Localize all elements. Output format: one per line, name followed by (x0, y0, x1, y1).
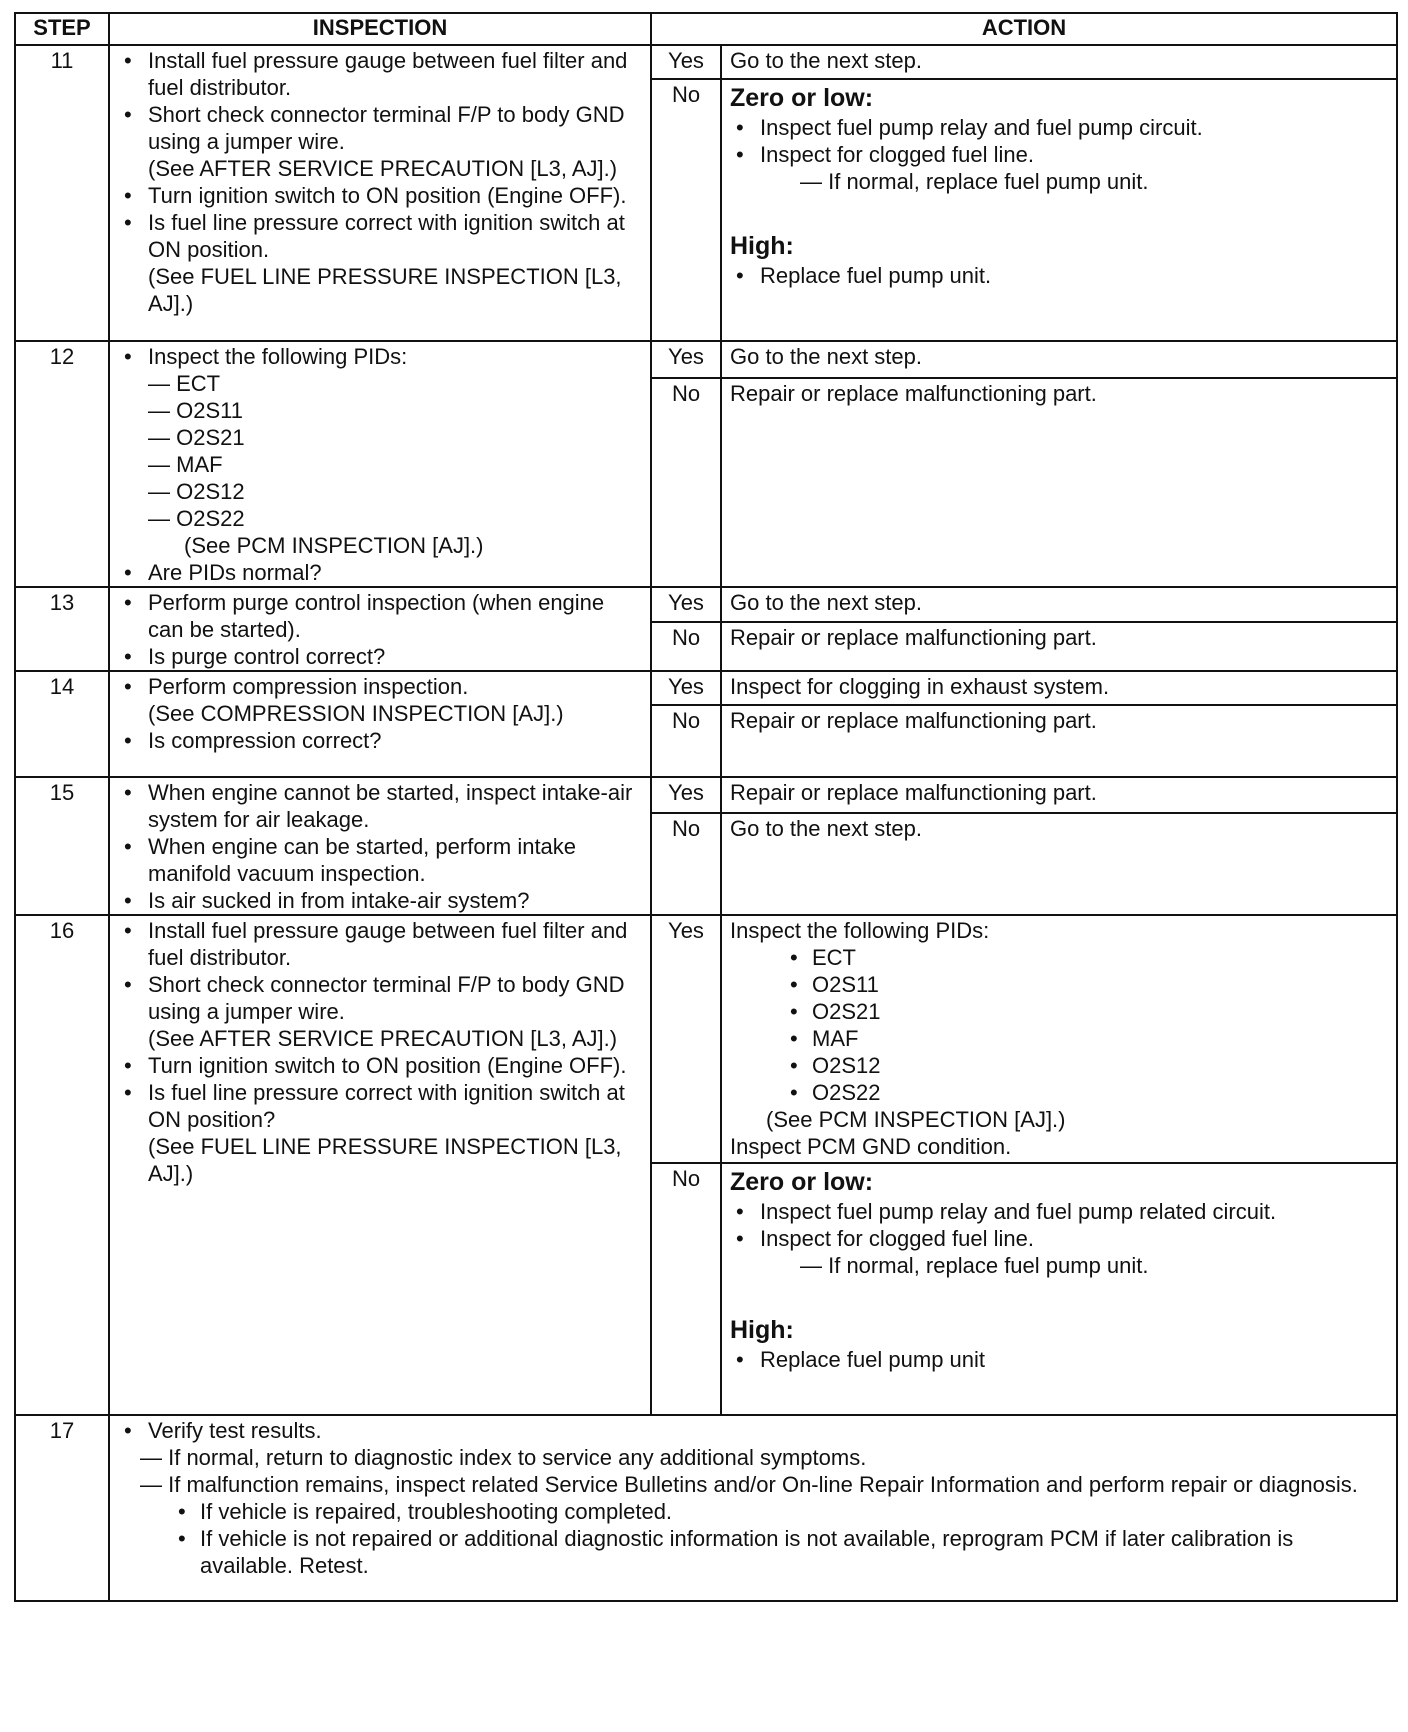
pid-item: — MAF (148, 452, 223, 477)
header-step: STEP (15, 13, 109, 45)
see-reference: (See FUEL LINE PRESSURE INSPECTION [L3, AJ].) (148, 264, 622, 316)
result-note: — If normal, return to diagnostic index to service any additional symptoms. (140, 1445, 867, 1470)
header-action: ACTION (651, 13, 1397, 45)
see-reference: (See COMPRESSION INSPECTION [AJ].) (148, 701, 564, 726)
high-heading: High: (730, 1316, 794, 1344)
yes-action (721, 915, 1397, 1163)
step-13-yes-row (15, 587, 1397, 622)
list-item: • Inspect fuel pump relay and fuel pump related circuit. (730, 1198, 1390, 1225)
result-note: — If malfunction remains, inspect related Service Bulletins and/or On-line Repair Information and perform repair or diagnosis. (140, 1472, 1358, 1497)
step-16-yes-row (15, 915, 1397, 1163)
no-action (721, 79, 1397, 341)
list-item: • Inspect fuel pump relay and fuel pump circuit. (730, 114, 1390, 141)
no-label: No (651, 705, 721, 777)
yes-label: Yes (651, 671, 721, 705)
no-action (721, 1163, 1397, 1415)
see-reference: (See PCM INSPECTION [AJ].) (184, 533, 484, 558)
step-15-inspection (109, 777, 651, 915)
step-number: 16 (15, 915, 109, 1415)
header-inspection: INSPECTION (109, 13, 651, 45)
list-item: • Is air sucked in from intake-air system? (118, 887, 644, 914)
pid-item: — O2S11 (148, 398, 243, 423)
no-action: Go to the next step. (721, 813, 1397, 915)
list-item: • Perform compression inspection. (See COMPRESSION INSPECTION [AJ].) (118, 673, 644, 727)
list-item: • Inspect for clogged fuel line. (730, 141, 1390, 168)
step-12-inspection (109, 341, 651, 587)
table-header-row (15, 13, 1397, 45)
yes-action: Go to the next step. (721, 587, 1397, 622)
see-reference: (See AFTER SERVICE PRECAUTION [L3, AJ].) (148, 1026, 618, 1051)
no-label: No (651, 79, 721, 341)
list-item: • Turn ignition switch to ON position (Engine OFF). (118, 182, 644, 209)
yes-action: Repair or replace malfunctioning part. (721, 777, 1397, 813)
step-number: 15 (15, 777, 109, 915)
no-label: No (651, 1163, 721, 1415)
step-11-yes-row (15, 45, 1397, 79)
yes-action: Inspect for clogging in exhaust system. (721, 671, 1397, 705)
step-14-yes-row (15, 671, 1397, 705)
list-item: • When engine can be started, perform intake manifold vacuum inspection. (118, 833, 644, 887)
step-17-inspection (109, 1415, 1397, 1601)
list-item: • Inspect for clogged fuel line. (730, 1225, 1390, 1252)
step-11-inspection (109, 45, 651, 341)
pids-intro: Inspect the following PIDs: (730, 918, 990, 943)
no-action: Repair or replace malfunctioning part. (721, 378, 1397, 587)
step-number: 13 (15, 587, 109, 671)
list-item: • Verify test results. (118, 1417, 1390, 1444)
pid-item: — O2S12 (148, 479, 245, 504)
step-14-inspection (109, 671, 651, 777)
sub-note: — If normal, replace fuel pump unit. (800, 1253, 1149, 1278)
list-item: • Perform purge control inspection (when engine can be started). (118, 589, 644, 643)
no-label: No (651, 622, 721, 671)
list-item: • If vehicle is repaired, troubleshooting completed. (170, 1498, 1390, 1525)
see-reference: (See AFTER SERVICE PRECAUTION [L3, AJ].) (148, 156, 618, 181)
high-heading: High: (730, 232, 794, 260)
troubleshooting-document (14, 12, 1398, 1602)
list-item: • Is compression correct? (118, 727, 644, 754)
list-item: • Is fuel line pressure correct with ignition switch at ON position? (See FUEL LINE PRESSURE INSPECTION [L3, AJ].) (118, 1079, 644, 1187)
step-13-inspection (109, 587, 651, 671)
step-12-yes-row (15, 341, 1397, 378)
list-item: • Is fuel line pressure correct with ignition switch at ON position. (See FUEL LINE PRESSURE INSPECTION [L3, AJ].) (118, 209, 644, 317)
yes-action: Go to the next step. (721, 341, 1397, 378)
step-number: 11 (15, 45, 109, 341)
no-action: Repair or replace malfunctioning part. (721, 705, 1397, 777)
see-reference: (See PCM INSPECTION [AJ].) (766, 1107, 1066, 1132)
list-item: • Install fuel pressure gauge between fuel filter and fuel distributor. (118, 917, 644, 971)
step-15-yes-row (15, 777, 1397, 813)
step-16-inspection (109, 915, 651, 1415)
pid-item: — O2S21 (148, 425, 245, 450)
pid-item: — O2S22 (148, 506, 245, 531)
list-item: • Install fuel pressure gauge between fuel filter and fuel distributor. (118, 47, 644, 101)
sub-note: — If normal, replace fuel pump unit. (800, 169, 1149, 194)
list-item: • If vehicle is not repaired or additional diagnostic information is not available, reprogram PCM if later calibration is available. Retest. (170, 1525, 1390, 1579)
list-item: • Inspect the following PIDs: — ECT — O2S11 — O2S21 — MAF — O2S12 — O2S22 (See PCM INSPECTION [AJ].) (118, 343, 644, 559)
no-label: No (651, 378, 721, 587)
yes-label: Yes (651, 587, 721, 622)
list-item: • Replace fuel pump unit (730, 1346, 1390, 1373)
list-item: • When engine cannot be started, inspect intake-air system for air leakage. (118, 779, 644, 833)
list-item: • Is purge control correct? (118, 643, 644, 670)
pid-item: — ECT (148, 371, 221, 396)
no-action: Repair or replace malfunctioning part. (721, 622, 1397, 671)
list-item: • Short check connector terminal F/P to body GND using a jumper wire. (See AFTER SERVICE PRECAUTION [L3, AJ].) (118, 971, 644, 1052)
list-item: • Are PIDs normal? (118, 559, 644, 586)
yes-label: Yes (651, 45, 721, 79)
no-label: No (651, 813, 721, 915)
pcm-gnd-note: Inspect PCM GND condition. (730, 1134, 1012, 1159)
step-17-row (15, 1415, 1397, 1601)
yes-label: Yes (651, 341, 721, 378)
troubleshooting-table (14, 12, 1398, 1602)
see-reference: (See FUEL LINE PRESSURE INSPECTION [L3, AJ].) (148, 1134, 622, 1186)
step-number: 17 (15, 1415, 109, 1601)
yes-label: Yes (651, 915, 721, 1163)
zero-low-heading: Zero or low: (730, 84, 874, 112)
pid-item: • O2S22 (782, 1079, 1390, 1106)
list-item: • Short check connector terminal F/P to body GND using a jumper wire. (See AFTER SERVICE PRECAUTION [L3, AJ].) (118, 101, 644, 182)
step-number: 12 (15, 341, 109, 587)
yes-action: Go to the next step. (721, 45, 1397, 79)
step-number: 14 (15, 671, 109, 777)
list-item: • Replace fuel pump unit. (730, 262, 1390, 289)
pid-item: • MAF (782, 1025, 1390, 1052)
yes-label: Yes (651, 777, 721, 813)
zero-low-heading: Zero or low: (730, 1168, 874, 1196)
pid-item: • ECT (782, 944, 1390, 971)
pid-item: • O2S11 (782, 971, 1390, 998)
list-item: • Turn ignition switch to ON position (Engine OFF). (118, 1052, 644, 1079)
pid-item: • O2S12 (782, 1052, 1390, 1079)
pid-item: • O2S21 (782, 998, 1390, 1025)
